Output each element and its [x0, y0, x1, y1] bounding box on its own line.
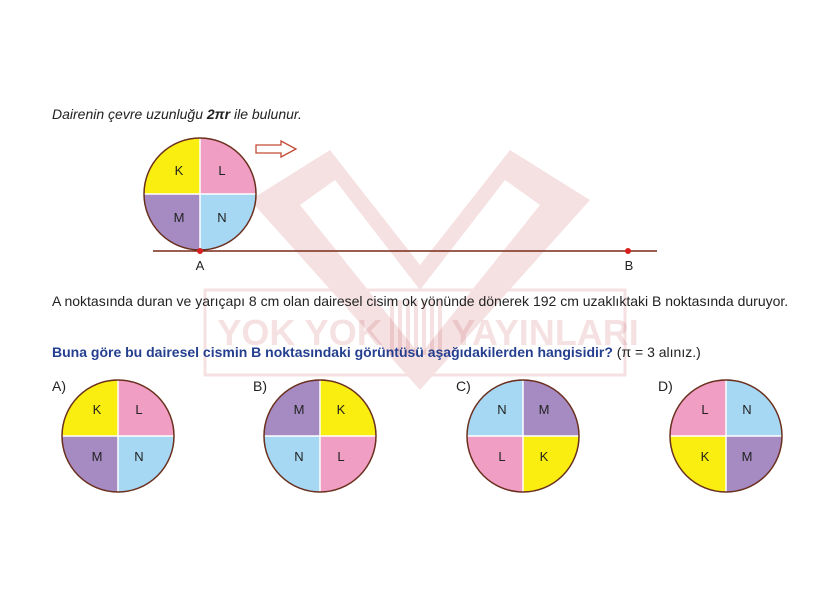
point-a-label: A — [195, 258, 205, 273]
option-d-quadrant-k — [670, 436, 726, 492]
option-d-label-bl: K — [700, 449, 710, 464]
option-a-quadrant-m — [62, 436, 118, 492]
option-b-label-tr: K — [336, 402, 346, 417]
option-b-letter: B) — [253, 378, 267, 394]
option-c-label-br: K — [539, 449, 549, 464]
main-label-k: K — [174, 163, 184, 178]
option-a-label-tr: L — [135, 402, 143, 417]
main-label-n: N — [217, 210, 227, 225]
option-c-quadrant-m — [523, 380, 579, 436]
option-b-quadrant-k — [320, 380, 376, 436]
option-a-letter: A) — [52, 378, 66, 394]
option-b-label-br: L — [337, 449, 345, 464]
problem-text: A noktasında duran ve yarıçapı 8 cm olan dairesel cisim ok yönünde dönerek 192 cm uzaklıktaki B noktasında duruyor. — [52, 293, 789, 309]
option-d-letter: D) — [658, 378, 673, 394]
option-b-circle[interactable] — [264, 380, 376, 492]
option-b-quadrant-n — [264, 436, 320, 492]
option-d-label-br: M — [741, 449, 753, 464]
option-a-label-bl: M — [91, 449, 103, 464]
option-b-quadrant-l — [320, 436, 376, 492]
intro-text-before: Dairenin çevre uzunluğu — [52, 106, 207, 122]
option-d-label-tr: N — [742, 402, 752, 417]
option-a-quadrant-n — [118, 436, 174, 492]
question-note: (π = 3 alınız.) — [612, 344, 701, 360]
option-a-label-tl: K — [92, 402, 102, 417]
option-b-quadrant-m — [264, 380, 320, 436]
watermark-line2: YAYINLARI — [451, 312, 639, 353]
intro-text-after: ile bulunur. — [230, 106, 302, 122]
option-b-label-bl: N — [294, 449, 304, 464]
question-main: Buna göre bu dairesel cismin B noktasındaki görüntüsü aşağıdakilerden hangisidir? — [52, 344, 613, 360]
option-c-quadrant-l — [467, 436, 523, 492]
option-c-label-bl: L — [498, 449, 506, 464]
option-a-quadrant-k — [62, 380, 118, 436]
circumference-formula: 2πr — [206, 106, 231, 122]
point-b-label: B — [624, 258, 634, 273]
option-c-circle[interactable] — [467, 380, 579, 492]
option-c-quadrant-k — [523, 436, 579, 492]
watermark-line1: YOK YOK — [217, 312, 383, 353]
main-label-m: M — [173, 210, 185, 225]
option-c-label-tr: M — [538, 402, 550, 417]
option-c-quadrant-n — [467, 380, 523, 436]
option-c-label-tl: N — [497, 402, 507, 417]
option-c-letter: C) — [456, 378, 471, 394]
option-d-quadrant-n — [726, 380, 782, 436]
main-label-l: L — [218, 163, 226, 178]
option-b-label-tl: M — [293, 402, 305, 417]
option-a-label-br: N — [134, 449, 144, 464]
option-d-quadrant-m — [726, 436, 782, 492]
option-a-circle[interactable] — [62, 380, 174, 492]
option-d-quadrant-l — [670, 380, 726, 436]
option-d-circle[interactable] — [670, 380, 782, 492]
option-d-label-tl: L — [701, 402, 709, 417]
option-a-quadrant-l — [118, 380, 174, 436]
